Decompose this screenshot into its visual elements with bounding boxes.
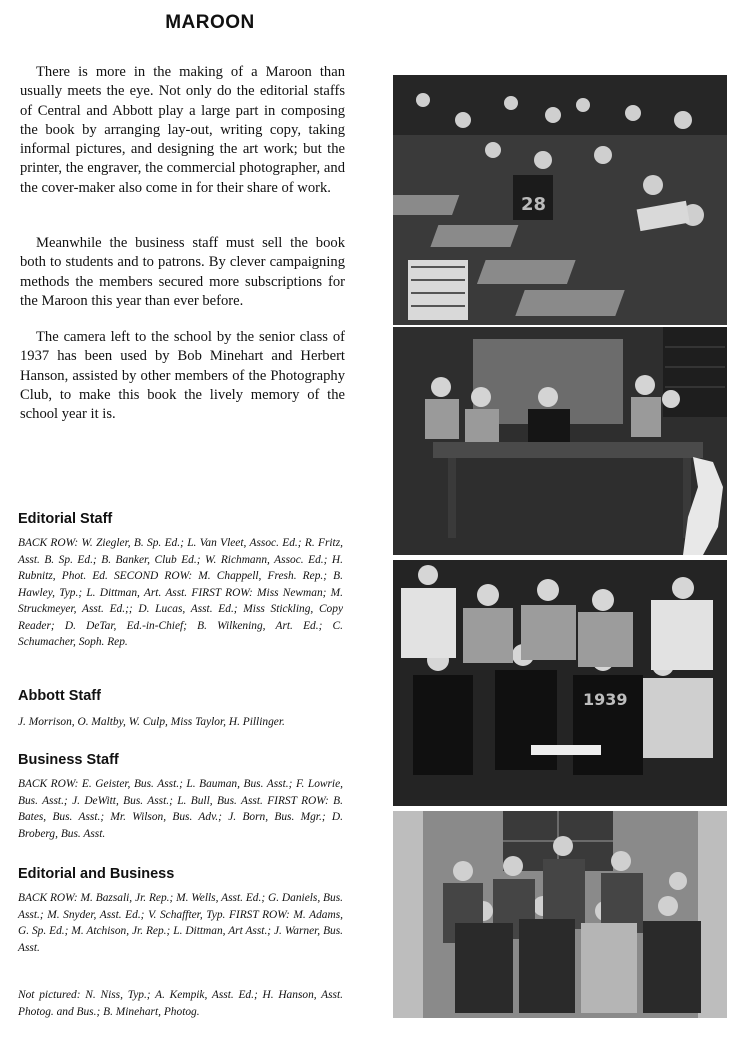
photo-meeting <box>393 327 727 555</box>
business-staff-text: BACK ROW: E. Geister, Bus. Asst.; L. Bauman, Bus. Asst.; F. Lowrie, Bus. Asst.; J. DeWitt, Bus. Asst.; L. Bull, Bus. Asst. FIRST ROW: B. Bates, Bus. Asst.; Mr. Wilson, Bus. Adv.; J. Born, Bus. Mgr.; D. Broberg, Bus. Asst. <box>18 778 343 840</box>
intro-paragraph-1: There is more in the making of a Maroon than usually meets the eye. Not only do the editorial staffs of Central and Abbott play a large part in composing the book by arranging lay-out, writing copy, taking informal pictures, and designing the art work; but the printer, the engraver, the commercial photographer, and the cover-maker also come in for their share of work. <box>20 64 345 196</box>
editorial-business-text: BACK ROW: M. Bazsali, Jr. Rep.; M. Wells, Asst. Ed.; G. Daniels, Bus. Asst.; M. Snyder, Asst. Ed.; V. Schaffter, Typ. FIRST ROW: M. Adams, G. Sp. Ed.; M. Atchison, Jr. Rep.; L. Dittman, Art Asst.; J. Warner, Bus. Asst. <box>18 892 343 954</box>
intro-paragraph-2: Meanwhile the business staff must sell the book both to students and to patrons. By clever campaigning methods the members secured more subscriptions for the Maroon this year than ever before. <box>20 235 345 309</box>
abbott-staff-text: J. Morrison, O. Maltby, W. Culp, Miss Taylor, H. Pillinger. <box>18 716 285 728</box>
editorial-business-heading: Editorial and Business <box>18 866 175 882</box>
intro-paragraph-3: The camera left to the school by the senior class of 1937 has been used by Bob Minehart and Herbert Hanson, assisted by other members of the Photography Club, to make this book the lively memory of the school year it is. <box>20 329 345 423</box>
abbott-staff-heading: Abbott Staff <box>18 688 101 704</box>
editorial-staff-heading: Editorial Staff <box>18 511 113 527</box>
page-title: MAROON <box>165 12 255 33</box>
business-staff-heading: Business Staff <box>18 752 119 768</box>
photo-classroom <box>393 75 727 325</box>
sweater-year: 1939 <box>583 690 628 709</box>
editorial-staff-text: BACK ROW: W. Ziegler, B. Sp. Ed.; L. Van Vleet, Assoc. Ed.; R. Fritz, Asst. B. Sp. Ed.; B. Banker, Club Ed.; W. Richmann, Assoc. Ed.; H. Rubnitz, Phot. Ed. SECOND ROW: M. Chappell, Fresh. Rep.; B. Hawley, Typ.; L. Dittman, Art. Asst. FIRST ROW: Miss Newman; M. Struckmeyer, Asst. Ed.;; D. Lucas, Asst. Ed.; Miss Stickling, Copy Reader; D. DeTar, Ed.-in-Chief; B. Wilkening, Art. Ed.; C. Schumacher, Soph. Rep. <box>18 537 343 648</box>
not-pictured-note: Not pictured: N. Niss, Typ.; A. Kempik, Asst. Ed.; H. Hanson, Asst. Photog. and Bus.; B. Minehart, Photog. <box>18 989 343 1018</box>
jersey-number: 28 <box>521 194 547 215</box>
photo-editorial-business <box>393 811 727 1018</box>
photo-business-staff <box>393 560 727 806</box>
